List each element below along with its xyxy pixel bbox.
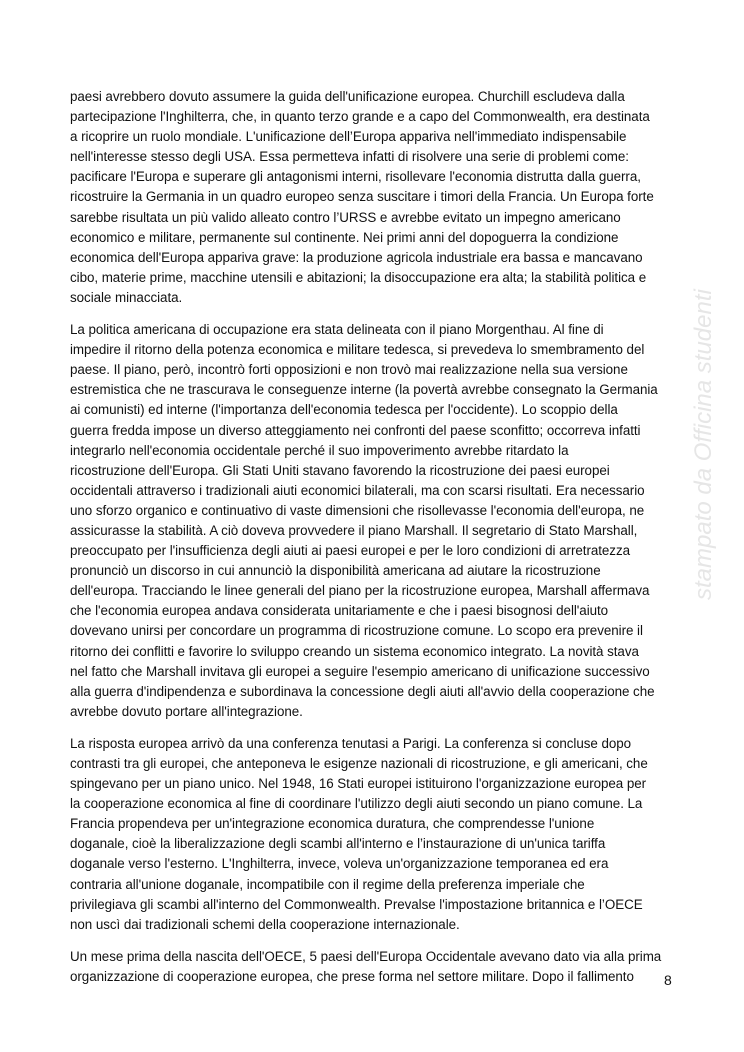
text-line: avrebbe dovuto portare all'integrazione. [70,703,303,719]
text-line: assicurasse la stabilità. A ciò doveva provvedere il piano Marshall. Il segretario di Stato Marshall, [70,522,638,538]
text-line: pronunciò un discorso in cui annunciò la disponibilità americana ad aiutare la ricostruzione [70,563,601,579]
text-line: integrarlo nell'economia occidentale perché il suo impoverimento avrebbe ritardato la [70,442,569,458]
page-number: 8 [664,972,672,988]
text-line: preoccupato per l'insufficienza degli aiuti ai paesi europei e per le loro condizioni di arretratezza [70,543,630,559]
text-line: dell'europa. Tracciando le linee generali del piano per la ricostruzione europea, Marshall affermava [70,583,650,599]
text-line: che l'economia europea andava considerata unitariamente e che i paesi bisognosi dell'aiuto [70,603,609,619]
text-line: nell'interesse stesso degli USA. Essa permetteva infatti di risolvere una serie di problemi come: [70,149,629,165]
text-line: non uscì dai tradizionali schemi della cooperazione internazionale. [70,916,460,932]
text-line: La risposta europea arrivò da una conferenza tenutasi a Parigi. La conferenza si concluse dopo [70,735,632,751]
body-text [70,87,676,999]
text-line: doganale, cioè la liberalizzazione degli scambi all'interno e l’instaurazione di un'unica tariffa [70,836,606,852]
paragraph [70,87,676,308]
text-line: partecipazione l'Inghilterra, che, in quanto terzo grande e a capo del Commonwealth, era destinata [70,109,650,125]
text-line: La politica americana di occupazione era stata delineata con il piano Morgenthau. Al fine di [70,322,604,338]
text-line: doganale verso l'esterno. L'Inghilterra, invece, voleva un'organizzazione temporanea ed era [70,856,609,872]
text-line: ritorno dei conflitti e favorire lo sviluppo creando un sistema economico integrato. La novità stava [70,643,639,659]
text-line: dovevano unirsi per concordare un programma di ricostruzione comune. Lo scopo era prevenire il [70,623,643,639]
text-line: guerra fredda impose un diverso atteggiamento nei confronti del paese sconfitto; occorreva infatti [70,422,641,438]
text-line: privilegiava gli scambi all'interno del Commonwealth. Prevalse l'impostazione britannica e l’OECE [70,896,643,912]
text-line: ricostruzione dell'Europa. Gli Stati Uniti stavano favorendo la ricostruzione dei paesi europei [70,462,610,478]
paragraph [70,947,676,987]
text-line: economico e militare, permanente sul continente. Nei primi anni del dopoguerra la condizione [70,229,619,245]
text-line: ai comunisti) ed interne (l'importanza dell'economia tedesca per l'occidente). Lo scoppio della [70,402,618,418]
text-line: organizzazione di cooperazione europea, che prese forma nel settore militare. Dopo il fallimento [70,968,634,984]
text-line: sociale minacciata. [70,289,183,305]
text-line: sarebbe risultata un più valido alleato contro l’URSS e avrebbe evitato un impegno americano [70,209,621,225]
text-line: contraria all'unione doganale, incompatibile con il regime della preferenza imperiale che [70,876,585,892]
text-line: paese. Il piano, però, incontrò forti opposizioni e non trovò mai realizzazione nella sua versione [70,362,628,378]
text-line: nel fatto che Marshall invitava gli europei a seguire l'esempio americano di unificazione successivo [70,663,650,679]
text-line: estremistica che ne trascurava le conseguenze interne (la povertà avrebbe consegnato la Germania [70,382,658,398]
paragraph [70,734,676,935]
text-line: ricostruire la Germania in un quadro europeo senza suscitare i timori della Francia. Un Europa forte [70,189,654,205]
text-line: pacificare l'Europa e superare gli antagonismi interni, risollevare l'economia distrutta dalla guerra, [70,169,641,185]
text-line: impedire il ritorno della potenza economica e militare tedesca, si prevedeva lo smembramento del [70,342,645,358]
text-line: uno sforzo organico e continuativo di vaste dimensioni che risollevasse l'economia dell'europa, ne [70,502,645,518]
text-line: Un mese prima della nascita dell'OECE, 5 paesi dell'Europa Occidentale avevano dato via alla prima [70,948,662,964]
text-line: spingevano per un piano unico. Nel 1948, 16 Stati europei istituirono l'organizzazione europea per [70,776,647,792]
text-line: contrasti tra gli europei, che anteponeva le esigenze nazionali di ricostruzione, e gli americani, che [70,756,648,771]
text-line: cibo, materie prime, macchine utensili e abitazioni; la disoccupazione era alta; la stabilità politica e [70,269,647,285]
text-line: alla guerra d'indipendenza e subordinava la concessione degli aiuti all'avvio della cooperazione che [70,683,655,699]
text-line: paesi avrebbero dovuto assumere la guida dell'unificazione europea. Churchill escludeva dalla [70,89,625,104]
text-line: Francia propendeva per un'integrazione economica duratura, che comprendesse l'unione [70,816,595,832]
text-line: a ricoprire un ruolo mondiale. L'unificazione dell’Europa appariva nell'immediato indispensabile [70,129,627,145]
watermark: stampato da Officina studenti [690,289,717,600]
text-line: economica dell'Europa appariva grave: la produzione agricola industriale era bassa e mancavano [70,249,643,265]
paragraph [70,320,676,722]
text-line: occidentali attraverso i tradizionali aiuti economici bilaterali, ma con scarsi risultati. Era necessario [70,482,645,498]
text-line: la cooperazione economica al fine di coordinare l'utilizzo degli aiuti secondo un piano comune. La [70,796,643,812]
